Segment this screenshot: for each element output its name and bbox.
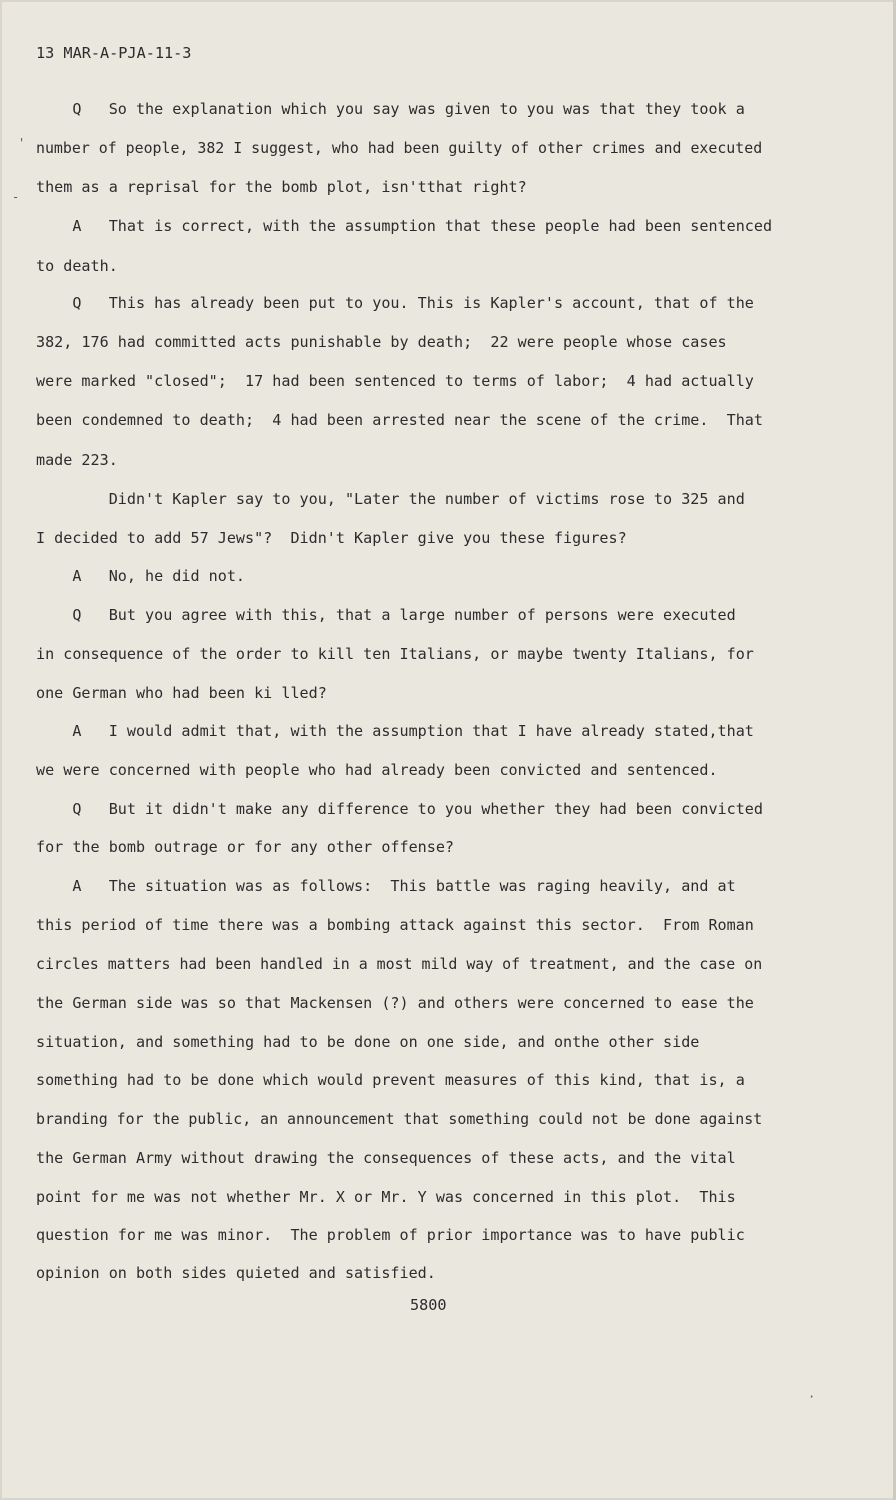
text-line: circles matters had been handled in a most mild way of treatment, and the case on [36, 955, 763, 973]
text-line: the German Army without drawing the consequences of these acts, and the vital [36, 1149, 736, 1167]
text-line: them as a reprisal for the bomb plot, isn'tthat right? [36, 178, 527, 196]
text-line: situation, and something had to be done on one side, and onthe other side [36, 1033, 700, 1051]
text-line: I decided to add 57 Jews"? Didn't Kapler give you these figures? [36, 529, 627, 547]
document-reference: 13 MAR-A-PJA-11-3 [36, 44, 192, 62]
text-line: A That is correct, with the assumption that these people had been sentenced [36, 217, 773, 235]
margin-tick-mark: ' [18, 136, 26, 150]
text-line: number of people, 382 I suggest, who had been guilty of other crimes and executed [36, 139, 763, 157]
text-line: point for me was not whether Mr. X or Mr. Y was concerned in this plot. This [36, 1188, 736, 1206]
text-line: Q But it didn't make any difference to you whether they had been convicted [36, 800, 763, 818]
text-line: been condemned to death; 4 had been arrested near the scene of the crime. That [36, 411, 763, 429]
text-line: branding for the public, an announcement that something could not be done against [36, 1110, 763, 1128]
text-line: something had to be done which would prevent measures of this kind, that is, a [36, 1071, 745, 1089]
text-line: the German side was so that Mackensen (?) and others were concerned to ease the [36, 994, 754, 1012]
text-line: to death. [36, 257, 118, 275]
text-line: Q This has already been put to you. This is Kapler's account, that of the [36, 294, 754, 312]
text-line: 382, 176 had committed acts punishable by death; 22 were people whose cases [36, 333, 727, 351]
stray-mark: · [808, 1390, 816, 1404]
text-line: one German who had been ki lled? [36, 684, 327, 702]
text-line: opinion on both sides quieted and satisfied. [36, 1264, 436, 1282]
text-line: for the bomb outrage or for any other offense? [36, 838, 455, 856]
text-line: in consequence of the order to kill ten Italians, or maybe twenty Italians, for [36, 645, 754, 663]
page-number: 5800 [410, 1296, 447, 1314]
text-line: Q So the explanation which you say was given to you was that they took a [36, 100, 745, 118]
text-line: made 223. [36, 451, 118, 469]
text-line: A The situation was as follows: This battle was raging heavily, and at [36, 877, 736, 895]
text-line: this period of time there was a bombing attack against this sector. From Roman [36, 916, 754, 934]
margin-dash-mark: - [12, 190, 20, 204]
text-line: were marked "closed"; 17 had been sentenced to terms of labor; 4 had actually [36, 372, 754, 390]
text-line: we were concerned with people who had already been convicted and sentenced. [36, 761, 718, 779]
text-line: Didn't Kapler say to you, "Later the number of victims rose to 325 and [36, 490, 745, 508]
text-line: A No, he did not. [36, 567, 246, 585]
text-line: A I would admit that, with the assumption that I have already stated,that [36, 722, 754, 740]
text-line: Q But you agree with this, that a large number of persons were executed [36, 606, 736, 624]
text-line: question for me was minor. The problem of prior importance was to have public [36, 1226, 745, 1244]
